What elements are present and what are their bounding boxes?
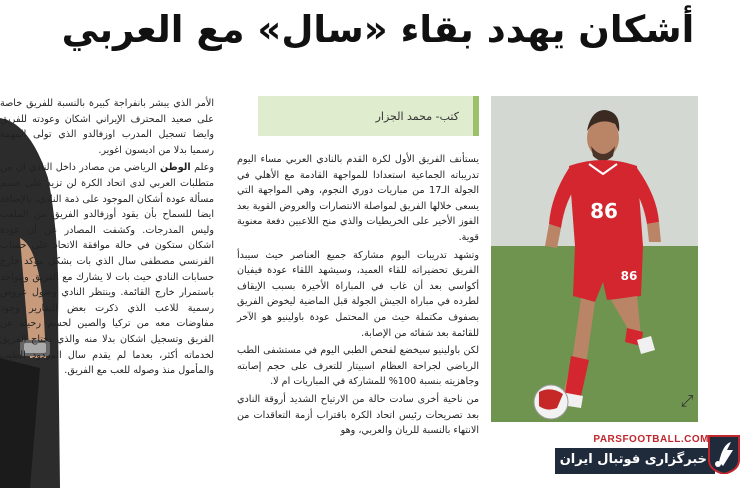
article-column-middle [237, 152, 479, 441]
expand-icon[interactable]: ⤢ [680, 391, 694, 410]
jersey-number: 86 [590, 199, 618, 223]
article-column-left [0, 96, 214, 381]
paragraph: الأمر الذي يبشر بانفراجة كبيرة بالنسبة للفريق خاصة على صعيد المحترف الإيراني اشكان وعودته للفريق وايضا تسجيل المدرب اوزفالدو الذي تولى المهمة رسميا بدلا من اديسون اغوير. [0, 98, 214, 156]
byline-box [258, 96, 479, 136]
shorts-number: 86 [620, 269, 638, 283]
paragraph: وعلم الوطن الرياضي من مصادر داخل النادي ان من متطلبات العربي لدى اتحاد الكرة لن تزيد على حسم مسألة عودة أشكان الموجود على ذمة النادي، بالإضافة ايضا للسماح بأن يقود أوزفالدو الفريق من الملعب وليس المدرجات. وكشفت المصادر عن أن عودة اشكان ستكون في حالة موافقة الاتحاد على حساب الفرنسي مصطفى سال الذي بات بشكل مؤكد خارج حسابات النادي حيث بات لا يشارك مع الفريق ويتواجد باستمرار خارج القائمة. وينتظر النادي وصول عروض رسمية للاعب الذي ذكرت بعض التقارير وجود مفاوضات معه من تركيا والصين لحسم رحيله عن الفريق وتسجيل اشكان بدلا منه والذي يحتاج الفريق لخدماته أكثر، بعدما لم يقدم سال المردود الطيب والمأمول منذ وصوله للعب مع الفريق. [0, 162, 214, 377]
brand-name-label: خبرگزاری فوتبال ایران [559, 452, 707, 467]
paragraph: لكن باولينيو سيخضع لفحص الطبي اليوم في مستشفى الطب الرياضي لجراحة العظام اسبيتار للتعرف على حجم إصابته وجاهزيته بنسبة 100% للمشاركة في المباريات ام لا. [237, 345, 479, 388]
paragraph: وتشهد تدريبات اليوم مشاركة جميع العناصر حيث سيبدأ الفريق تحضيراته للقاء العميد، وسيشهد اللقاء عودة فيفيان أكواسي بعد أن غاب في المباراة الأخيرة بسبب الإيقاف لطرده في مباراة الجيش الجولة قبل الماضية ليخوض الفريق بصفوف مكتملة حيث من المحتمل عودة باولينيو هو الآخر للقائمة بعد شفائه من الإصابة. [237, 249, 479, 339]
brand-logo-icon [705, 434, 743, 474]
newspaper-brand: الوطن [160, 162, 191, 174]
paragraph: من ناحية أخرى سادت حالة من الارتياح الشديد أروقة النادي بعد تصريحات رئيس اتحاد الكرة باقتراب أزمة التعاقدات من الانتهاء بالنسبة للريان والعربي، وهو [237, 393, 479, 437]
brand-site-strip [555, 432, 715, 448]
player-photo [491, 96, 698, 422]
byline-text: كتب- محمد الجزار [375, 109, 459, 123]
brand-name-strip [555, 448, 715, 474]
paragraph: يستأنف الفريق الأول لكرة القدم بالنادي العربي مساء اليوم تدريباته الجماعية استعدادا للمواجهة القادمة مع الأهلي في الجولة الـ17 من مباريات دوري النجوم، وهي المواجهة التي يسعى خلالها الفريق لمواصلة الانتصارات والعروض القوية بعد الفوز الأخير على الخريطيات والذي منح اللاعبين دفعة معنوية قوية. [237, 154, 479, 243]
brand-site-label: PARSFOOTBALL.COM [593, 434, 709, 445]
brand-watermark [555, 432, 743, 474]
headline: أشكان يهدد بقاء «سال» مع العربي [61, 8, 695, 51]
